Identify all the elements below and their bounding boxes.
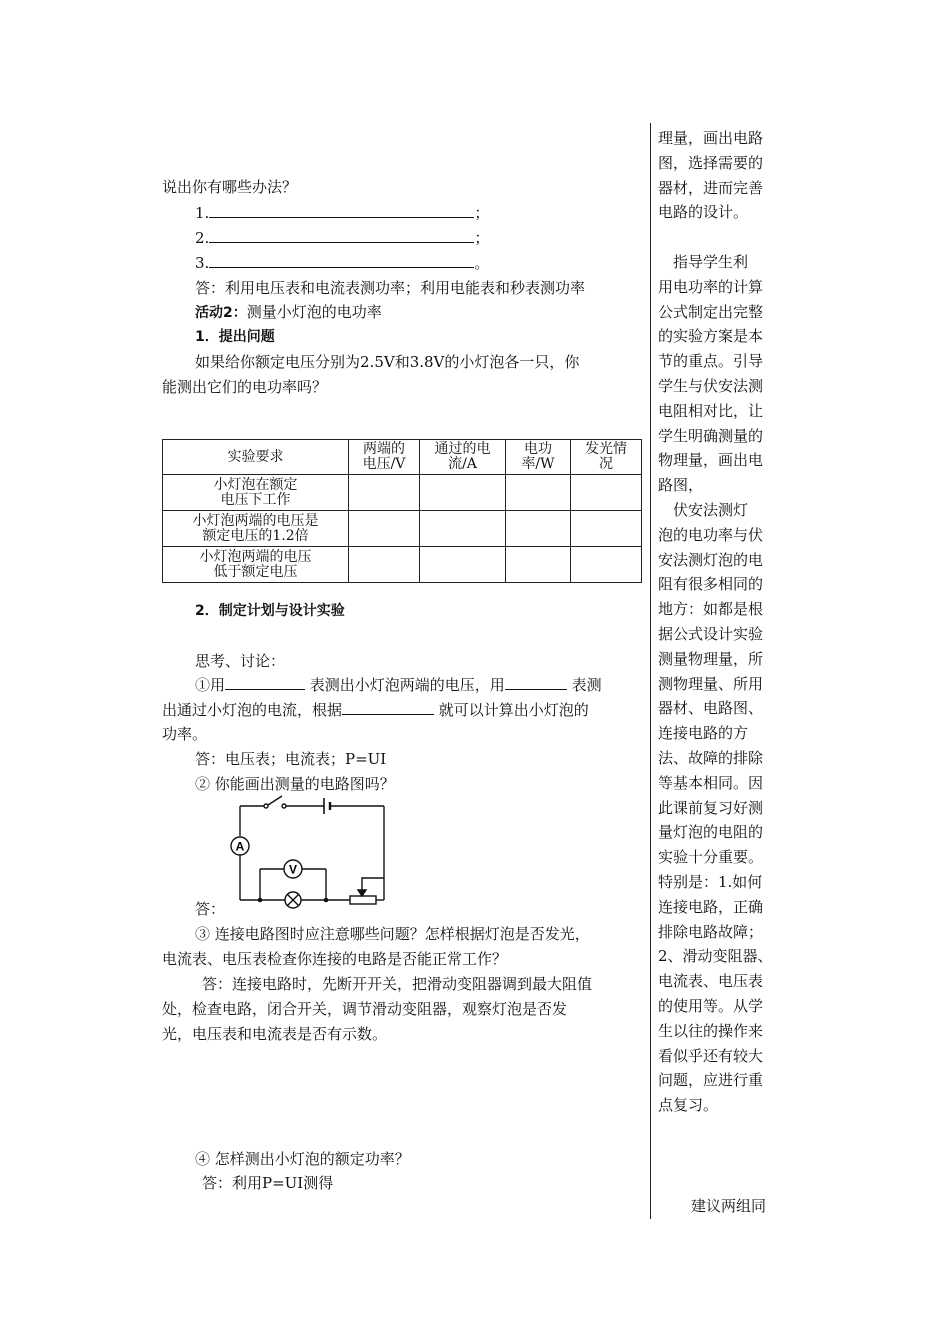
item-number: 3. bbox=[195, 254, 210, 272]
activity-label: 活动2： bbox=[195, 305, 247, 321]
teacher-note-line: 测物理量、所用 bbox=[658, 674, 764, 693]
step1-heading: 1．提出问题 bbox=[195, 329, 275, 345]
item-number: 2. bbox=[195, 229, 210, 247]
header-voltage: 两端的 电压/V bbox=[349, 440, 420, 475]
q1-text: 就可以计算出小灯泡的 bbox=[434, 701, 589, 719]
teacher-note-line: 的实验方案是本 bbox=[658, 327, 764, 346]
answer-line-3 bbox=[195, 253, 489, 273]
teacher-note-line: 指导学生利 bbox=[658, 253, 749, 271]
teacher-note-line: 电阻相对比，让 bbox=[658, 401, 764, 420]
fill-blank bbox=[209, 228, 474, 243]
teacher-note-line: 连接电路的方 bbox=[658, 724, 749, 743]
teacher-note-line: 物理量，画出电 bbox=[658, 451, 764, 470]
cell-empty bbox=[571, 475, 642, 511]
question-2: ② 你能画出测量的电路图吗？ bbox=[195, 775, 395, 793]
cell-empty bbox=[420, 547, 506, 583]
teacher-note-line: 地方：如都是根 bbox=[658, 600, 764, 619]
cell-empty bbox=[349, 475, 420, 511]
junction bbox=[258, 898, 263, 903]
answer-3-line-1: 答：连接电路时，先断开开关，把滑动变阻器调到最大阻值 bbox=[202, 975, 593, 993]
switch-lever bbox=[268, 796, 282, 805]
question-4: ④ 怎样测出小灯泡的额定功率？ bbox=[195, 1150, 410, 1168]
teacher-note-line: 测量物理量，所 bbox=[658, 649, 764, 668]
teacher-note-line: 特别是：1.如何 bbox=[658, 873, 763, 891]
teacher-note-line: 伏安法测灯 bbox=[658, 501, 749, 519]
cell-empty bbox=[571, 547, 642, 583]
teacher-note-line: 实验十分重要。 bbox=[658, 848, 764, 867]
header-requirement: 实验要求 bbox=[163, 440, 349, 475]
cell-empty bbox=[506, 475, 571, 511]
teacher-note-line: 安法测灯泡的电 bbox=[658, 550, 764, 569]
cell-empty bbox=[506, 511, 571, 547]
teacher-note-bottom: 建议两组同 bbox=[691, 1197, 767, 1215]
voltmeter-label: V bbox=[288, 862, 298, 877]
teacher-note-line: 器材、电路图、 bbox=[658, 699, 764, 718]
question-1-line-2 bbox=[162, 700, 589, 720]
row-requirement: 小灯泡两端的电压是 额定电压的1.2倍 bbox=[163, 511, 349, 547]
answer-2: 答： bbox=[195, 900, 226, 918]
teacher-note-line: 此课前复习好测 bbox=[658, 798, 764, 817]
column-divider bbox=[650, 123, 651, 1219]
punctuation: 。 bbox=[474, 254, 490, 272]
fill-blank bbox=[505, 675, 567, 690]
teacher-note-line: 电流表、电压表 bbox=[658, 972, 764, 991]
row-requirement: 小灯泡在额定 电压下工作 bbox=[163, 475, 349, 511]
teacher-note-line: 问题，应进行重 bbox=[658, 1071, 764, 1090]
q1-text: 出通过小灯泡的电流，根据 bbox=[162, 701, 343, 719]
fill-blank bbox=[209, 253, 474, 268]
teacher-note-line: 节的重点。引导 bbox=[658, 352, 764, 371]
q1-text: 表测出小灯泡两端的电压，用 bbox=[305, 676, 505, 694]
cell-empty bbox=[349, 547, 420, 583]
punctuation: ； bbox=[474, 204, 490, 222]
rheostat bbox=[350, 896, 376, 904]
circuit-diagram bbox=[226, 792, 396, 914]
teacher-note-line: 图，选择需要的 bbox=[658, 153, 764, 172]
activity-title: 测量小灯泡的电功率 bbox=[246, 303, 382, 321]
teacher-note-line: 公式制定出完整 bbox=[658, 302, 764, 321]
teacher-note-line: 量灯泡的电阻的 bbox=[658, 823, 764, 842]
teacher-note-line: 学生明确测量的 bbox=[658, 426, 764, 445]
teacher-note-line: 等基本相同。因 bbox=[658, 773, 764, 792]
junction bbox=[324, 898, 329, 903]
discuss-label: 思考、讨论： bbox=[195, 652, 286, 670]
experiment-table bbox=[162, 439, 642, 583]
teacher-note-line: 排除电路故障； bbox=[658, 922, 764, 941]
answer-3-line-2: 处，检查电路，闭合开关，调节滑动变阻器，观察灯泡是否发 bbox=[162, 1000, 568, 1018]
teacher-note-line: 生以往的操作来 bbox=[658, 1021, 764, 1040]
teacher-note-line: 电路的设计。 bbox=[658, 203, 749, 222]
row-requirement: 小灯泡两端的电压 低于额定电压 bbox=[163, 547, 349, 583]
teacher-note-line: 据公式设计实验 bbox=[658, 625, 764, 643]
question-3-line-1: ③ 连接电路图时应注意哪些问题？怎样根据灯泡是否发光， bbox=[195, 925, 590, 943]
cell-empty bbox=[420, 511, 506, 547]
teacher-note-line: 泡的电功率与伏 bbox=[658, 525, 764, 544]
question-1-line-3: 功率。 bbox=[162, 725, 208, 743]
teacher-note-line: 器材，进而完善 bbox=[658, 178, 764, 197]
answer-line-1 bbox=[195, 203, 489, 223]
answer-methods: 答：利用电压表和电流表测功率；利用电能表和秒表测功率 bbox=[195, 279, 586, 297]
question-line-1: 如果给你额定电压分别为2.5V和3.8V的小灯泡各一只，你 bbox=[195, 353, 580, 371]
header-brightness: 发光情 况 bbox=[571, 440, 642, 475]
header-power: 电功 率/W bbox=[506, 440, 571, 475]
teacher-note-line: 理量，画出电路 bbox=[658, 129, 764, 147]
teacher-note-line: 点复习。 bbox=[658, 1096, 719, 1115]
teacher-note-line: 法、故障的排除 bbox=[658, 749, 764, 767]
q1-text: 表测 bbox=[566, 676, 602, 694]
item-number: 1. bbox=[195, 204, 210, 222]
switch-contact bbox=[264, 804, 268, 808]
activity-heading bbox=[195, 302, 382, 323]
table-header-row bbox=[163, 440, 642, 475]
table-row bbox=[163, 547, 642, 583]
question-methods: 说出你有哪些办法？ bbox=[162, 178, 298, 196]
teacher-note-line: 路图， bbox=[658, 476, 704, 495]
answer-line-2 bbox=[195, 228, 489, 248]
fill-blank bbox=[225, 675, 305, 690]
step2-heading: 2．制定计划与设计实验 bbox=[195, 603, 345, 619]
table-row bbox=[163, 511, 642, 547]
teacher-note-line: 看似乎还有较大 bbox=[658, 1046, 764, 1065]
question-1-line-1 bbox=[195, 675, 602, 695]
fill-blank bbox=[342, 700, 434, 715]
switch-contact bbox=[282, 804, 286, 808]
teacher-note-line: 学生与伏安法测 bbox=[658, 377, 764, 395]
cell-empty bbox=[571, 511, 642, 547]
q1-text: ①用 bbox=[195, 676, 226, 694]
ammeter-label: A bbox=[235, 839, 245, 854]
header-current: 通过的电 流/A bbox=[420, 440, 506, 475]
question-3-line-2: 电流表、电压表检查你连接的电路是否能正常工作？ bbox=[162, 950, 508, 968]
punctuation: ； bbox=[474, 229, 490, 247]
teacher-note-line: 连接电路，正确 bbox=[658, 897, 764, 916]
answer-1: 答：电压表；电流表；P=UI bbox=[195, 750, 387, 768]
cell-empty bbox=[420, 475, 506, 511]
table-row bbox=[163, 475, 642, 511]
teacher-note-line: 用电功率的计算 bbox=[658, 277, 764, 296]
cell-empty bbox=[349, 511, 420, 547]
cell-empty bbox=[506, 547, 571, 583]
teacher-note-line: 的使用等。从学 bbox=[658, 997, 764, 1015]
teacher-note-line: 阻有很多相同的 bbox=[658, 575, 764, 594]
fill-blank bbox=[209, 203, 474, 218]
rheostat-arrow bbox=[358, 890, 366, 896]
answer-4: 答：利用P=UI测得 bbox=[202, 1174, 334, 1192]
answer-3-line-3: 光，电压表和电流表是否有示数。 bbox=[162, 1025, 388, 1043]
teacher-note-line: 2、滑动变阻器、 bbox=[658, 947, 773, 966]
question-line-2: 能测出它们的电功率吗？ bbox=[162, 378, 328, 396]
